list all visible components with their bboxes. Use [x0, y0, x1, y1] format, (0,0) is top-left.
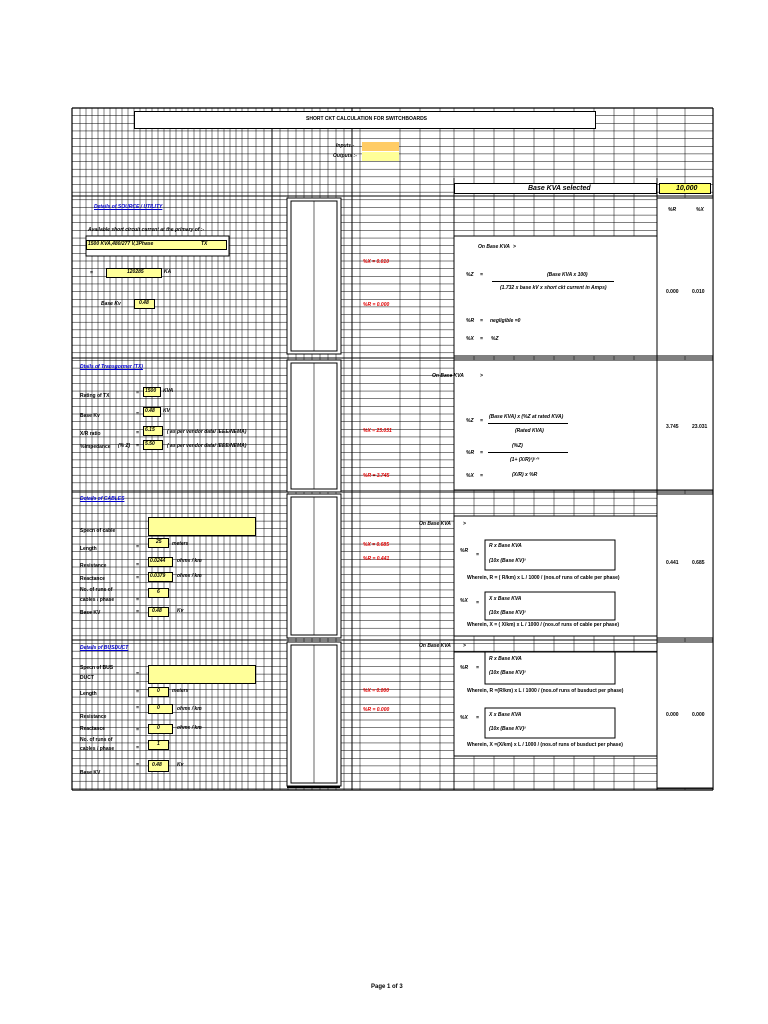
source-available-label: Available short circuit current at the primary of :-	[88, 227, 205, 233]
busduct-spec-cell[interactable]	[148, 665, 256, 684]
busduct-basekv: 0.48	[152, 762, 162, 768]
source-current: 120285	[127, 269, 144, 275]
cables-header: Details of CABLES	[80, 496, 125, 502]
source-x-line: %X	[466, 336, 474, 342]
tx-z-fraction-bar	[488, 423, 568, 424]
source-output-bg	[657, 198, 713, 356]
tx-xr-eq: =	[136, 430, 139, 436]
tx-x-label: %X	[466, 473, 474, 479]
source-on-base: On Base KVA	[478, 244, 510, 250]
tx-r-num: (%Z)	[512, 443, 523, 449]
busduct-reac-eq: =	[136, 727, 139, 733]
tx-xr-label: X/R ratio	[80, 431, 101, 437]
source-out-x: 0.010	[692, 289, 705, 295]
cables-basekv-label: Base KV	[80, 610, 101, 616]
cables-out-r: 0.441	[666, 560, 679, 566]
source-r-eq: =	[480, 318, 483, 324]
busduct-on-base: On Base KVA	[419, 643, 451, 649]
cables-r-label: %R	[460, 548, 469, 554]
legend-inputs-label: Inputs:-	[336, 143, 355, 149]
source-tx-tag: TX	[201, 241, 208, 247]
tx-rating-label: Rating of TX	[80, 393, 110, 399]
tx-xr-note: ( as per vendor data/ IEEE/NEMA)	[167, 429, 247, 435]
cables-res-unit: ohms / km	[177, 558, 202, 564]
col-r-header: %R	[668, 207, 677, 213]
cables-on-base: On Base KVA	[419, 521, 451, 527]
busduct-x-pct: %X = 0.000	[363, 688, 389, 694]
page-footer: Page 1 of 3	[371, 984, 403, 990]
busduct-out-x: 0.000	[692, 712, 705, 718]
busduct-runs-label-1: No. of runs of	[80, 737, 113, 743]
tx-imp-label: %Impedance	[80, 444, 111, 450]
source-tx-desc: 1500 KVA,480/277 V,3Phase	[88, 241, 154, 247]
cables-x-label: %X	[460, 598, 468, 604]
tx-calc-bg	[454, 360, 657, 490]
legend-inputs-swatch	[362, 142, 399, 151]
cables-r-num: R x Base KVA	[489, 543, 522, 549]
cables-runs: 6	[157, 589, 160, 595]
tx-r-fraction-bar	[488, 452, 568, 453]
tx-basekv: 0.48	[145, 408, 155, 414]
cables-r-den: (10x (Base KV)²	[489, 558, 526, 564]
source-header: Details of SOURCE / UTILITY	[94, 204, 163, 210]
busduct-r-pct: %R = 0.000	[363, 707, 390, 713]
source-z-fraction-bar	[492, 281, 614, 282]
cables-reac-unit: ohms / km	[177, 573, 202, 579]
tx-imp: 5.50	[145, 441, 155, 447]
source-z-eq: =	[480, 272, 483, 278]
source-x-text: %Z	[491, 336, 499, 342]
tx-on-base: On Base KVA	[432, 373, 464, 379]
cables-runs-label-2: cables / phase	[80, 597, 115, 603]
busduct-x-den: (10x (Base KV)²	[489, 726, 526, 732]
tx-header: Dtails of Transgormer (TX)	[80, 364, 143, 370]
busduct-runs-label-2: cables / phase	[80, 746, 115, 752]
tx-basekv-label: Base Kv	[80, 413, 100, 419]
cables-reac-eq: =	[136, 575, 139, 581]
cables-length-unit: meters	[172, 541, 189, 547]
cables-r-eq: =	[476, 552, 479, 558]
busduct-gt: >	[463, 643, 466, 649]
tx-gt: >	[480, 373, 483, 379]
cables-basekv-unit: Kv	[177, 608, 184, 614]
busduct-x-where: Wherein, X =(X/km) x L / 1000 / (nos.of runs of busduct per phase)	[467, 742, 623, 748]
busduct-length-eq: =	[136, 689, 139, 695]
busduct-res-eq: =	[136, 705, 139, 711]
tx-rating-unit: KVA	[163, 388, 174, 394]
source-basekv-label: Base Kv	[101, 301, 121, 307]
busduct-res-cell[interactable]	[148, 704, 173, 714]
tx-imp-eq: =	[136, 443, 139, 449]
source-z-label: %Z	[466, 272, 474, 278]
busduct-r-num: R x Base KVA	[489, 656, 522, 662]
busduct-length: 0	[157, 688, 160, 694]
tx-xr: 6.15	[145, 427, 155, 433]
cables-runs-eq: =	[136, 597, 139, 603]
source-x-eq: =	[480, 336, 483, 342]
cables-r-where: Wherein, R = ( R/km) x L / 1000 / (nos.of runs of cable per phase)	[467, 575, 620, 581]
tx-x-pct: %X = 23.031	[363, 428, 392, 434]
cables-length: 25	[156, 539, 162, 545]
source-z-den: (1.732 x base kV x short ckt current in Amps)	[500, 285, 607, 291]
cables-x-pct: %X = 0.685	[363, 542, 389, 548]
source-out-r: 0.000	[666, 289, 679, 295]
source-calc-bg	[454, 236, 657, 356]
busduct-reac-cell[interactable]	[148, 724, 173, 734]
source-gt: >	[513, 244, 516, 250]
busduct-reac-label: Reactance	[80, 726, 106, 732]
busduct-x-num: X x Base KVA	[489, 712, 522, 718]
busduct-res-label: Resistance	[80, 714, 107, 720]
cables-basekv-eq: =	[136, 609, 139, 615]
tx-z-label: %Z	[466, 418, 474, 424]
busduct-r-label: %R	[460, 665, 469, 671]
cables-x-num: X x Base KVA	[489, 596, 522, 602]
source-r-pct: %R = 0.000	[363, 302, 390, 308]
cables-spec-cell[interactable]	[148, 517, 256, 536]
cables-res-eq: =	[136, 562, 139, 568]
busduct-spec-eq: =	[136, 671, 139, 677]
cables-gt: >	[463, 521, 466, 527]
cables-x-eq: =	[476, 600, 479, 606]
busduct-r-where: Wherein, R =(R/km) x L / 1000 / (nos.of runs of busduct per phase)	[467, 688, 624, 694]
source-r-text: negligible =0	[490, 318, 521, 324]
cables-runs-label-1: No. of runs of	[80, 587, 113, 593]
source-eq: =	[90, 270, 93, 276]
cables-reac-label: Reactance	[80, 576, 106, 582]
busduct-header: Details of BUSDUCT	[80, 645, 129, 651]
busduct-basekv-unit: Kv	[177, 762, 184, 768]
tx-r-eq: =	[480, 450, 483, 456]
tx-x-eq: =	[480, 473, 483, 479]
busduct-runs-eq: =	[136, 745, 139, 751]
legend-outputs-swatch	[362, 152, 399, 161]
cables-length-eq: =	[136, 544, 139, 550]
busduct-out-r: 0.000	[666, 712, 679, 718]
cables-x-den: (10x (Base KV)²	[489, 610, 526, 616]
source-current-unit: KA	[164, 269, 172, 275]
tx-out-x: 23.031	[692, 424, 708, 430]
source-r-line: %R	[466, 318, 475, 324]
tx-z-eq: =	[480, 418, 483, 424]
busduct-basekv-label: Base KV	[80, 770, 101, 776]
tx-r-pct: %R = 3.745	[363, 473, 390, 479]
source-basekv: 0.48	[139, 300, 149, 306]
legend-outputs-label: Outputs :-	[333, 153, 357, 159]
tx-out-r: 3.745	[666, 424, 679, 430]
busduct-x-eq: =	[476, 715, 479, 721]
busduct-basekv-eq: =	[136, 762, 139, 768]
source-z-num: (Base KVA x 100)	[547, 272, 588, 278]
busduct-length-label: Length	[80, 691, 97, 697]
cables-res: 0.0244	[150, 558, 166, 564]
tx-x-text: (X/R) x %R	[512, 472, 538, 478]
tx-z-num: (Base KVA) x (%Z at rated KVA)	[489, 414, 564, 420]
page-title: SHORT CKT CALCULATION FOR SWITCHBOARDS	[306, 116, 428, 122]
tx-imp-note: ( as per vendor data/ IEEE/NEMA)	[167, 443, 247, 449]
busduct-spec-label-1: Specn of BUS	[80, 665, 114, 671]
busduct-res-unit: ohms / km	[177, 706, 202, 712]
source-x-pct: %X = 0.010	[363, 259, 389, 265]
cables-spec-label: Specn of cable	[80, 528, 116, 534]
busduct-reac: 0	[157, 725, 160, 731]
base-kva-label: Base KVA selected	[528, 185, 591, 192]
busduct-res: 0	[157, 705, 160, 711]
tx-z-den: (Rated KVA)	[515, 428, 544, 434]
busduct-runs: 1	[157, 741, 160, 747]
tx-basekv-eq: =	[136, 411, 139, 417]
tx-r-label: %R	[466, 450, 475, 456]
busduct-r-den: (10x (Base KV)²	[489, 670, 526, 676]
busduct-r-eq: =	[476, 665, 479, 671]
busduct-reac-unit: ohms / km	[177, 725, 202, 731]
tx-rating-eq: =	[136, 390, 139, 396]
tx-rating: 1500	[145, 388, 157, 394]
tx-imp-sym: (% Z)	[118, 443, 131, 449]
cables-basekv: 0.48	[152, 608, 162, 614]
cables-x-where: Wherein, X = ( X/km) x L / 1000 / (nos.of runs of cable per phase)	[467, 622, 620, 628]
cables-res-label: Resistance	[80, 563, 107, 569]
tx-r-den: (1+ (X/R)²)¹ᐟ²	[510, 457, 540, 463]
cables-r-pct: %R = 0.441	[363, 556, 390, 562]
tx-basekv-unit: KV	[163, 408, 170, 414]
busduct-length-unit: meters	[172, 688, 189, 694]
busduct-x-label: %X	[460, 715, 468, 721]
busduct-spec-label-2: DUCT	[80, 675, 94, 681]
cables-out-x: 0.685	[692, 560, 705, 566]
cables-length-label: Length	[80, 546, 97, 552]
base-kva-value[interactable]: 10,000	[676, 185, 698, 192]
cables-reac: 0.0379	[150, 573, 166, 579]
col-x-header: %X	[696, 207, 704, 213]
